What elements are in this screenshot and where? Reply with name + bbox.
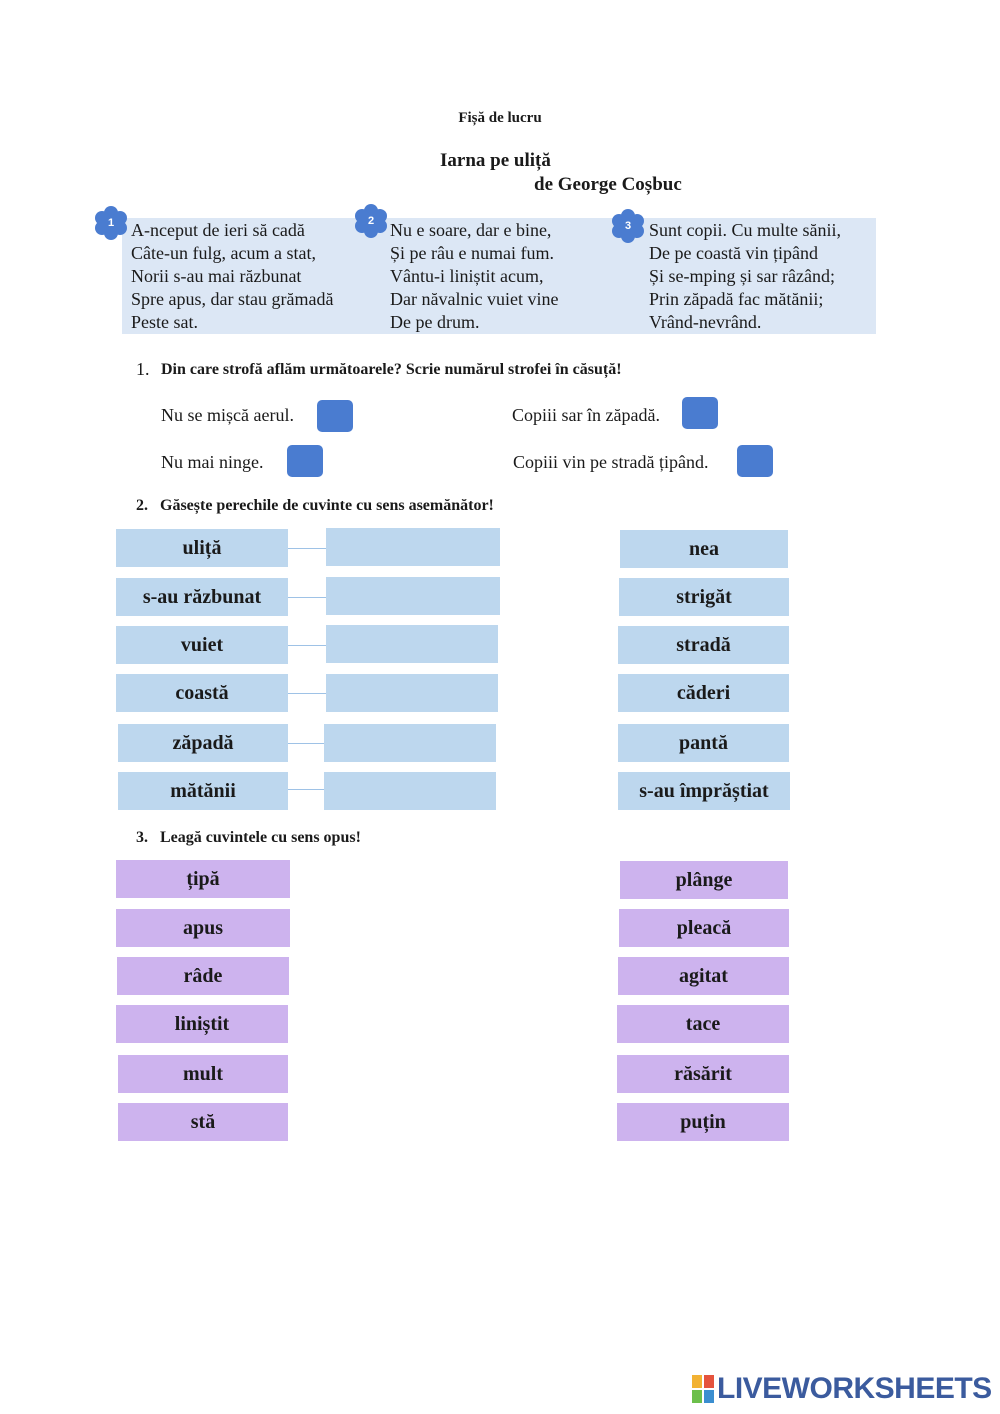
document-title: Fișă de lucru — [458, 110, 542, 126]
synonym-drop-target[interactable] — [326, 528, 500, 566]
antonym-right-word[interactable]: plânge — [620, 861, 788, 899]
stanza-line: Vântu-i liniștit acum, — [390, 266, 544, 286]
exercise-1-title: Din care strofă aflăm următoarele? Scrie numărul strofei în căsuță! — [161, 361, 622, 378]
synonym-drop-target[interactable] — [324, 772, 496, 810]
antonym-left-word[interactable]: râde — [117, 957, 289, 995]
connector-line — [288, 645, 326, 646]
synonym-drop-target[interactable] — [326, 674, 498, 712]
stanza-2 — [390, 219, 558, 334]
stanza-answer-box[interactable] — [287, 445, 323, 477]
synonym-option-word[interactable]: pantă — [618, 724, 789, 762]
synonym-option-word[interactable]: s-au împrăștiat — [618, 772, 790, 810]
connector-line — [288, 597, 326, 598]
stanza-line: Peste sat. — [131, 312, 198, 332]
stanza-line: De pe drum. — [390, 312, 480, 332]
stanza-line: Vrând-nevrând. — [649, 312, 762, 332]
stanza-answer-box[interactable] — [737, 445, 773, 477]
antonym-left-word[interactable]: liniștit — [116, 1005, 288, 1043]
antonym-left-word[interactable]: stă — [118, 1103, 288, 1141]
liveworksheets-logo-icon — [692, 1375, 714, 1403]
stanza-line: A-nceput de ieri să cadă — [131, 220, 305, 240]
stanza-line: Spre apus, dar stau grămadă — [131, 289, 334, 309]
stanza-line: Prin zăpadă fac mătănii; — [649, 289, 824, 309]
stanza-2-badge — [353, 203, 389, 239]
stanza-line: Sunt copii. Cu multe sănii, — [649, 220, 841, 240]
antonym-left-word[interactable]: mult — [118, 1055, 288, 1093]
brand-name: LIVEWORKSHEETS — [717, 1372, 992, 1405]
connector-line — [288, 789, 324, 790]
statement-text: Nu se mișcă aerul. — [161, 405, 294, 425]
antonym-left-word[interactable]: țipă — [116, 860, 290, 898]
liveworksheets-logo — [692, 1372, 992, 1406]
stanza-line: Câte-un fulg, acum a stat, — [131, 243, 316, 263]
connector-line — [288, 743, 324, 744]
stanza-line: Nu e soare, dar e bine, — [390, 220, 552, 240]
stanza-1-badge-number: 1 — [107, 217, 115, 229]
synonym-drop-target[interactable] — [326, 625, 498, 663]
stanza-1-badge — [93, 205, 129, 241]
poem-title: Iarna pe uliță — [440, 150, 551, 171]
synonym-left-word: zăpadă — [118, 724, 288, 762]
synonym-drop-target[interactable] — [324, 724, 496, 762]
stanza-line: Și pe râu e numai fum. — [390, 243, 554, 263]
statement-text: Nu mai ninge. — [161, 452, 264, 472]
synonym-left-word: vuiet — [116, 626, 288, 664]
stanza-line: Și se-mping și sar râzând; — [649, 266, 835, 286]
stanza-line: De pe coastă vin țipând — [649, 243, 818, 263]
synonym-option-word[interactable]: căderi — [618, 674, 789, 712]
synonym-option-word[interactable]: strigăt — [619, 578, 789, 616]
synonym-left-word: s-au răzbunat — [116, 578, 288, 616]
antonym-left-word[interactable]: apus — [116, 909, 290, 947]
antonym-right-word[interactable]: agitat — [618, 957, 789, 995]
synonym-left-word: mătănii — [118, 772, 288, 810]
stanza-answer-box[interactable] — [682, 397, 718, 429]
exercise-2-title: 2. Găsește perechile de cuvinte cu sens asemănător! — [136, 497, 494, 514]
synonym-left-word: coastă — [116, 674, 288, 712]
connector-line — [288, 548, 326, 549]
poem-author: de George Coșbuc — [534, 174, 682, 195]
statement-text: Copiii sar în zăpadă. — [512, 405, 660, 425]
connector-line — [288, 693, 326, 694]
synonym-option-word[interactable]: nea — [620, 530, 788, 568]
antonym-right-word[interactable]: puțin — [617, 1103, 789, 1141]
stanza-answer-box[interactable] — [317, 400, 353, 432]
exercise-1-number: 1. — [136, 359, 150, 379]
synonym-left-word: uliță — [116, 529, 288, 567]
statement-text: Copiii vin pe stradă țipând. — [513, 452, 709, 472]
synonym-drop-target[interactable] — [326, 577, 500, 615]
exercise-3-title: 3. Leagă cuvintele cu sens opus! — [136, 829, 361, 846]
stanza-3-badge-number: 3 — [624, 220, 632, 232]
stanza-1 — [131, 219, 333, 334]
stanza-2-badge-number: 2 — [367, 215, 375, 227]
stanza-3-badge — [610, 208, 646, 244]
stanza-3 — [649, 219, 841, 334]
antonym-right-word[interactable]: pleacă — [619, 909, 789, 947]
stanza-line: Norii s-au mai răzbunat — [131, 266, 302, 286]
stanza-line: Dar năvalnic vuiet vine — [390, 289, 559, 309]
antonym-right-word[interactable]: tace — [617, 1005, 789, 1043]
antonym-right-word[interactable]: răsărit — [617, 1055, 789, 1093]
synonym-option-word[interactable]: stradă — [618, 626, 789, 664]
